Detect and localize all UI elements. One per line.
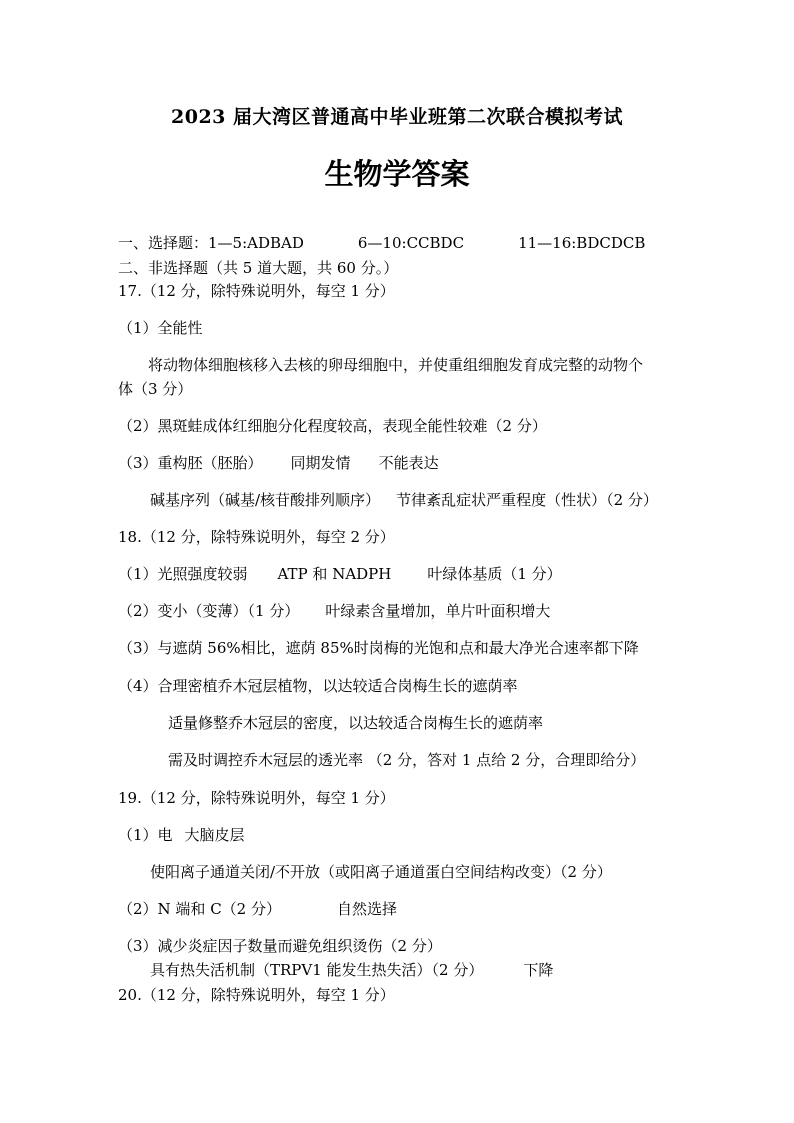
answer-line	[150, 490, 658, 510]
answer-part: 自然选择	[337, 900, 398, 918]
question-heading-18: 18.（12 分，除特殊说明外，每空 2 分）	[118, 528, 395, 546]
answer-line	[118, 564, 562, 584]
answer-line: （3）减少炎症因子数量而避免组织烫伤（2 分）	[118, 937, 442, 955]
answer-line: （4）合理密植乔木冠层植物，以达较适合岗梅生长的遮荫率	[118, 677, 518, 695]
answer-line-mcq	[118, 233, 645, 253]
answer-line: 使阳离子通道关闭/不开放（或阳离子通道蛋白空间结构改变）（2 分）	[150, 863, 612, 881]
answer-line	[118, 825, 245, 845]
question-heading-19: 19.（12 分，除特殊说明外，每空 1 分）	[118, 789, 395, 807]
section-heading: 二、非选择题（共 5 道大题，共 60 分。）	[118, 259, 399, 277]
answer-part: 叶绿体基质（1 分）	[427, 565, 562, 583]
document-title: 2023 届大湾区普通高中毕业班第二次联合模拟考试	[171, 106, 623, 128]
question-heading-17: 17.（12 分，除特殊说明外，每空 1 分）	[118, 282, 395, 300]
answer-line: 适量修整乔木冠层的密度，以达较适合岗梅生长的遮荫率	[168, 714, 544, 732]
answer-part: （1）电	[118, 826, 173, 844]
answer-part: （2）N 端和 C（2 分）	[118, 900, 281, 918]
mcq-11-16: 11—16:BDCDCB	[518, 234, 646, 252]
answer-part: 大脑皮层	[184, 826, 245, 844]
answer-part: （3）重构胚（胚胎）	[118, 454, 263, 472]
answer-part: 下降	[523, 961, 554, 979]
answer-part: （2）变小（变薄）（1 分）	[118, 602, 300, 620]
answer-line: （2）黑斑蛙成体红细胞分化程度较高，表现全能性较难（2 分）	[118, 417, 547, 435]
answer-part: 不能表达	[378, 454, 439, 472]
answer-line: 将动物体细胞核移入去核的卵母细胞中，并使重组细胞发育成完整的动物个	[148, 356, 644, 374]
mcq-1-5: 一、选择题：1—5:ADBAD	[118, 234, 304, 252]
answer-line: （3）与遮荫 56%相比，遮荫 85%时岗梅的光饱和点和最大净光合速率都下降	[118, 639, 639, 657]
answer-line	[118, 453, 439, 473]
question-heading-20: 20.（12 分，除特殊说明外，每空 1 分）	[118, 986, 395, 1004]
answer-part: ATP 和 NADPH	[277, 565, 392, 583]
answer-line	[118, 601, 550, 621]
answer-line	[150, 960, 553, 980]
answer-line: （1）全能性	[118, 319, 203, 337]
answer-part: 碱基序列（碱基/核苷酸排列顺序）	[150, 491, 381, 509]
answer-part: （1）光照强度较弱	[118, 565, 248, 583]
mcq-6-10: 6—10:CCBDC	[357, 234, 465, 252]
answer-part: 节律紊乱症状严重程度（性状）（2 分）	[396, 491, 658, 509]
answer-part: 叶绿素含量增加，单片叶面积增大	[325, 602, 551, 620]
document-subtitle: 生物学答案	[324, 157, 470, 191]
answer-part: 同期发情	[290, 454, 351, 472]
answer-line: 体（3 分）	[118, 380, 193, 398]
answer-line: 需及时调控乔木冠层的透光率 （2 分，答对 1 点给 2 分，合理即给分）	[168, 751, 646, 769]
answer-part: 具有热失活机制（TRPV1 能发生热失活）（2 分）	[150, 961, 484, 979]
answer-line	[118, 899, 397, 919]
